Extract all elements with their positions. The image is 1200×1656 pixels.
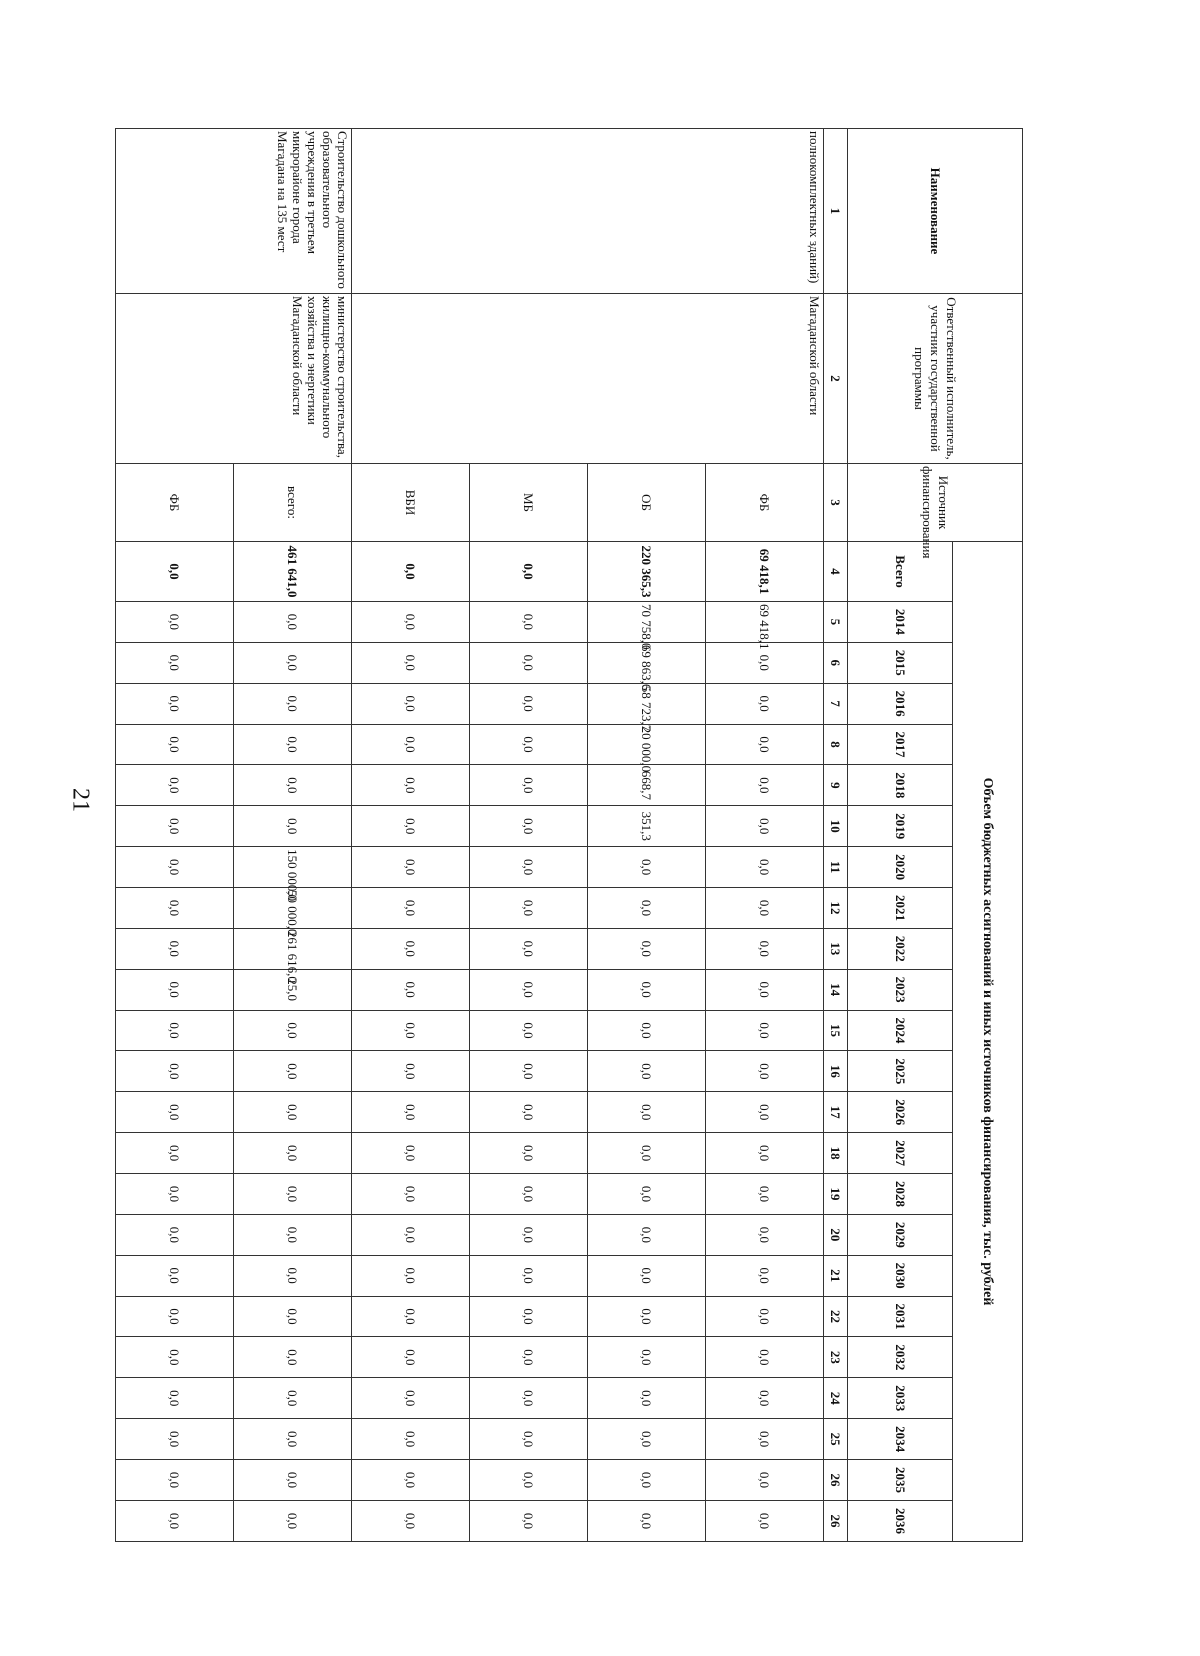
row-value: 0,0	[588, 1051, 706, 1092]
row-source: ФБ	[116, 464, 234, 542]
row-value: 0,0	[706, 1092, 824, 1133]
row-value: 0,0	[352, 1051, 470, 1092]
row-value: 0,0	[588, 1500, 706, 1541]
row-value: 0,0	[470, 806, 588, 847]
header-year: 2025	[848, 1051, 953, 1092]
row-value: 150 000,0	[234, 847, 352, 888]
row-value: 0,0	[116, 1010, 234, 1051]
row-value: 0,0	[352, 1296, 470, 1337]
row-value: 0,0	[116, 602, 234, 643]
row-value: 0,0	[470, 602, 588, 643]
row-value: 0,0	[588, 1460, 706, 1501]
row-value: 69 418,1	[706, 602, 824, 643]
row-value: 0,0	[470, 1378, 588, 1419]
row-value: 0,0	[588, 1296, 706, 1337]
row-total: 0,0	[470, 542, 588, 602]
row-value: 0,0	[470, 1174, 588, 1215]
column-number: 24	[824, 1378, 848, 1419]
column-number: 6	[824, 642, 848, 683]
row-value: 0,0	[116, 642, 234, 683]
column-number: 10	[824, 806, 848, 847]
row-value: 0,0	[470, 683, 588, 724]
row-value: 0,0	[706, 928, 824, 969]
column-number: 26	[824, 1500, 848, 1541]
row-value: 0,0	[116, 1255, 234, 1296]
row-value: 0,0	[234, 1214, 352, 1255]
row-value: 0,0	[116, 1460, 234, 1501]
header-year: 2015	[848, 642, 953, 683]
row-value: 0,0	[470, 888, 588, 929]
column-number: 25	[824, 1419, 848, 1460]
row-value: 0,0	[470, 1214, 588, 1255]
row-value: 0,0	[470, 1460, 588, 1501]
header-year: 2014	[848, 602, 953, 643]
row-source: ФБ	[706, 464, 824, 542]
column-number: 8	[824, 724, 848, 765]
row-value: 0,0	[706, 969, 824, 1010]
row-value: 0,0	[234, 1174, 352, 1215]
row-value: 0,0	[352, 765, 470, 806]
header-year: 2036	[848, 1500, 953, 1541]
row-value: 0,0	[234, 1337, 352, 1378]
header-year: 2031	[848, 1296, 953, 1337]
row-value: 0,0	[234, 1460, 352, 1501]
row-value: 0,0	[706, 1133, 824, 1174]
row-value: 0,0	[116, 1214, 234, 1255]
row-value: 0,0	[706, 1419, 824, 1460]
row-value: 0,0	[234, 1010, 352, 1051]
column-number: 2	[824, 294, 848, 464]
row-value: 0,0	[352, 1174, 470, 1215]
row-value: 0,0	[352, 806, 470, 847]
row-value: 0,0	[706, 1460, 824, 1501]
header-year: 2027	[848, 1133, 953, 1174]
row-value: 0,0	[588, 1133, 706, 1174]
row-value: 0,0	[470, 724, 588, 765]
row-value: 0,0	[234, 765, 352, 806]
header-total: Всего	[848, 542, 953, 602]
header-year: 2029	[848, 1214, 953, 1255]
row-source: МБ	[470, 464, 588, 542]
header-year: 2016	[848, 683, 953, 724]
row-value: 0,0	[234, 806, 352, 847]
row-value: 0,0	[234, 724, 352, 765]
row-value: 0,0	[352, 888, 470, 929]
row-total: 0,0	[352, 542, 470, 602]
row-value: 0,0	[470, 1296, 588, 1337]
row-value: 50 000,0	[234, 888, 352, 929]
page-number: 21	[67, 788, 94, 812]
row-value: 25,0	[234, 969, 352, 1010]
row-value: 0,0	[470, 642, 588, 683]
column-number: 17	[824, 1092, 848, 1133]
table-row	[706, 129, 824, 1542]
row-responsible: министерство строительства, жилищно-коммунального хозяйства и энергетики Магаданской области	[116, 294, 352, 464]
row-value: 0,0	[470, 1133, 588, 1174]
row-value: 0,0	[352, 602, 470, 643]
rotated-table-content	[115, 128, 1023, 1534]
column-number: 19	[824, 1174, 848, 1215]
row-value: 0,0	[116, 683, 234, 724]
row-value: 0,0	[234, 1133, 352, 1174]
row-value: 0,0	[470, 1092, 588, 1133]
row-value: 0,0	[706, 1500, 824, 1541]
rotated-table-frame	[115, 128, 1023, 1534]
row-value: 0,0	[352, 1255, 470, 1296]
row-value: 0,0	[470, 969, 588, 1010]
row-value: 0,0	[116, 847, 234, 888]
column-number: 20	[824, 1214, 848, 1255]
row-value: 0,0	[352, 1460, 470, 1501]
header-name: Наименование	[848, 129, 1023, 294]
row-value: 0,0	[234, 1296, 352, 1337]
row-value: 0,0	[588, 1092, 706, 1133]
column-number: 15	[824, 1010, 848, 1051]
row-value: 0,0	[470, 1500, 588, 1541]
row-value: 0,0	[116, 1174, 234, 1215]
row-value: 0,0	[352, 928, 470, 969]
header-year: 2028	[848, 1174, 953, 1215]
row-value: 0,0	[352, 1500, 470, 1541]
row-value: 0,0	[116, 928, 234, 969]
row-value: 0,0	[470, 928, 588, 969]
column-number: 21	[824, 1255, 848, 1296]
row-value: 0,0	[116, 1296, 234, 1337]
row-value: 0,0	[116, 1092, 234, 1133]
row-value: 0,0	[116, 969, 234, 1010]
column-number: 5	[824, 602, 848, 643]
row-value: 0,0	[706, 1337, 824, 1378]
table-row	[234, 129, 352, 1542]
row-value: 0,0	[470, 1337, 588, 1378]
column-number: 16	[824, 1051, 848, 1092]
row-value: 0,0	[706, 1174, 824, 1215]
column-number: 1	[824, 129, 848, 294]
financing-table	[115, 128, 1023, 1542]
row-value: 0,0	[470, 1051, 588, 1092]
header-year: 2032	[848, 1337, 953, 1378]
row-value: 0,0	[706, 1214, 824, 1255]
header-year: 2023	[848, 969, 953, 1010]
column-number: 3	[824, 464, 848, 542]
row-value: 0,0	[234, 1378, 352, 1419]
row-value: 0,0	[588, 1214, 706, 1255]
row-value: 0,0	[706, 806, 824, 847]
row-value: 0,0	[588, 969, 706, 1010]
header-year: 2034	[848, 1419, 953, 1460]
column-number: 26	[824, 1460, 848, 1501]
row-value: 0,0	[234, 1419, 352, 1460]
row-value: 0,0	[706, 1051, 824, 1092]
column-number: 12	[824, 888, 848, 929]
row-value: 0,0	[116, 1500, 234, 1541]
row-value: 0,0	[706, 724, 824, 765]
row-value: 0,0	[588, 847, 706, 888]
column-number: 4	[824, 542, 848, 602]
row-value: 0,0	[352, 1419, 470, 1460]
row-value: 0,0	[116, 1337, 234, 1378]
row-value: 0,0	[588, 1378, 706, 1419]
row-value: 0,0	[352, 1214, 470, 1255]
row-value: 0,0	[234, 1255, 352, 1296]
row-value: 69 863,6	[588, 642, 706, 683]
row-value: 0,0	[470, 765, 588, 806]
column-number: 23	[824, 1337, 848, 1378]
header-year: 2018	[848, 765, 953, 806]
row-value: 70 758,0	[588, 602, 706, 643]
row-total: 69 418,1	[706, 542, 824, 602]
header-year: 2017	[848, 724, 953, 765]
header-year: 2020	[848, 847, 953, 888]
header-volume: Объем бюджетных ассигнований и иных источников финансирования, тыс. рублей	[953, 542, 1023, 1542]
row-value: 0,0	[706, 888, 824, 929]
row-value: 0,0	[470, 1419, 588, 1460]
header-year: 2021	[848, 888, 953, 929]
row-value: 0,0	[706, 1378, 824, 1419]
row-total: 0,0	[116, 542, 234, 602]
row-value: 351,3	[588, 806, 706, 847]
row-value: 0,0	[116, 1378, 234, 1419]
row-value: 0,0	[588, 888, 706, 929]
row-value: 0,0	[588, 1419, 706, 1460]
row-value: 0,0	[706, 847, 824, 888]
row-value: 0,0	[116, 1051, 234, 1092]
row-value: 0,0	[116, 806, 234, 847]
row-value: 20 000,0	[588, 724, 706, 765]
row-source: ВБИ	[352, 464, 470, 542]
header-year: 2030	[848, 1255, 953, 1296]
row-value: 0,0	[116, 888, 234, 929]
column-number: 22	[824, 1296, 848, 1337]
column-number: 18	[824, 1133, 848, 1174]
column-number: 11	[824, 847, 848, 888]
header-year: 2033	[848, 1378, 953, 1419]
row-name: Строительство дошкольного образовательного учреждения в третьем микрорайоне города Магадана на 135 мест	[116, 129, 352, 294]
row-value: 0,0	[352, 642, 470, 683]
header-source: Источник финансирования	[848, 464, 1023, 542]
row-value: 0,0	[116, 1133, 234, 1174]
row-value: 0,0	[352, 969, 470, 1010]
row-total: 461 641,0	[234, 542, 352, 602]
row-value: 0,0	[706, 765, 824, 806]
row-value: 0,0	[588, 1337, 706, 1378]
header-year: 2035	[848, 1460, 953, 1501]
row-total: 220 365,3	[588, 542, 706, 602]
row-value: 0,0	[234, 1092, 352, 1133]
row-value: 0,0	[706, 1010, 824, 1051]
row-source: ОБ	[588, 464, 706, 542]
row-value: 58 723,7	[588, 683, 706, 724]
header-year: 2019	[848, 806, 953, 847]
row-value: 0,0	[470, 1010, 588, 1051]
row-responsible: Магаданской области	[352, 294, 824, 464]
row-value: 0,0	[116, 724, 234, 765]
row-value: 0,0	[352, 1133, 470, 1174]
row-value: 0,0	[588, 1174, 706, 1215]
row-value: 0,0	[234, 642, 352, 683]
row-value: 0,0	[352, 1337, 470, 1378]
row-value: 0,0	[352, 847, 470, 888]
row-name: полнокомплектных зданий)	[352, 129, 824, 294]
row-value: 0,0	[588, 1010, 706, 1051]
row-value: 0,0	[234, 1051, 352, 1092]
row-value: 0,0	[234, 683, 352, 724]
row-value: 0,0	[706, 1296, 824, 1337]
row-source: всего:	[234, 464, 352, 542]
column-number: 7	[824, 683, 848, 724]
row-value: 0,0	[352, 724, 470, 765]
row-value: 0,0	[352, 1010, 470, 1051]
row-value: 0,0	[706, 683, 824, 724]
column-number: 13	[824, 928, 848, 969]
row-value: 0,0	[234, 1500, 352, 1541]
row-value: 0,0	[706, 1255, 824, 1296]
row-value: 0,0	[588, 1255, 706, 1296]
row-value: 0,0	[116, 1419, 234, 1460]
row-value: 0,0	[234, 602, 352, 643]
row-value: 668,7	[588, 765, 706, 806]
header-responsible: Ответственный исполнитель, участник государственной программы	[848, 294, 1023, 464]
column-number: 14	[824, 969, 848, 1010]
row-value: 0,0	[352, 1378, 470, 1419]
row-value: 0,0	[116, 765, 234, 806]
row-value: 261 616,0	[234, 928, 352, 969]
header-year: 2026	[848, 1092, 953, 1133]
column-number: 9	[824, 765, 848, 806]
header-year: 2022	[848, 928, 953, 969]
row-value: 0,0	[706, 642, 824, 683]
header-year: 2024	[848, 1010, 953, 1051]
row-value: 0,0	[470, 1255, 588, 1296]
row-value: 0,0	[352, 683, 470, 724]
row-value: 0,0	[352, 1092, 470, 1133]
row-value: 0,0	[588, 928, 706, 969]
row-value: 0,0	[470, 847, 588, 888]
